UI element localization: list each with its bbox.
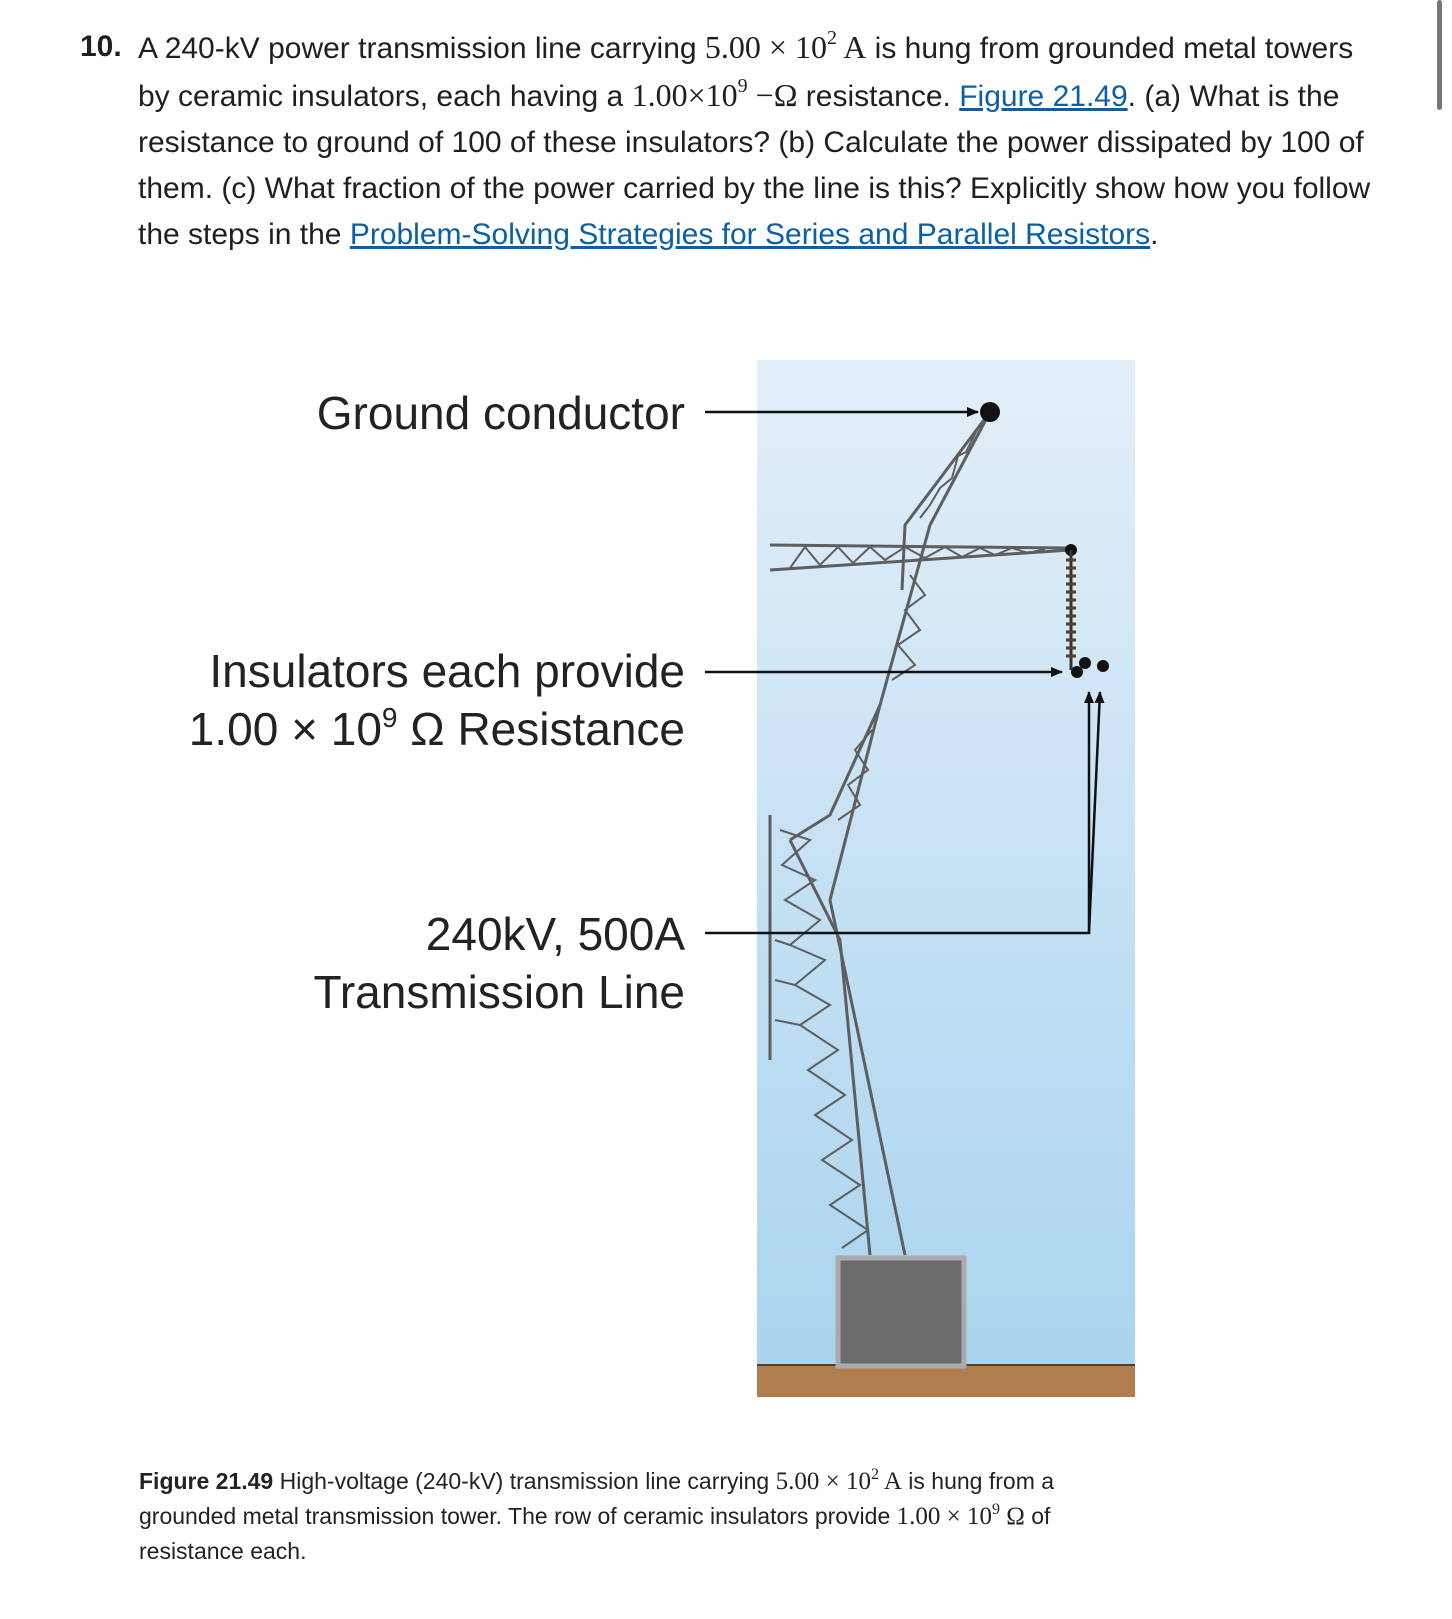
- label-transmission-line: 240kV, 500A Transmission Line: [313, 908, 685, 1018]
- ground-conductor-node: [980, 402, 1000, 422]
- label-ground-conductor: Ground conductor: [316, 387, 685, 439]
- scrollbar[interactable]: [1437, 0, 1442, 110]
- problem-number: 10.: [80, 30, 122, 63]
- label-insulators: Insulators each provide $1.00 \times 10^9$ Ω Resistance: [188, 645, 685, 755]
- ground: [757, 1365, 1135, 1397]
- sky-background: [757, 360, 1135, 1390]
- strategy-link[interactable]: Problem-Solving Strategies for Series and Parallel Resistors: [349, 218, 1151, 251]
- figure-caption: Figure 21.49 High-voltage (240-kV) transmission line carrying $5.00 \times 10^2$ A is hung from a grounded metal transmission tower. The row of ceramic insulators provide $1.00 \times 10^9$ Ω of resistance each.: [139, 1466, 1055, 1564]
- caption-current-math: $5.00 \times 10^2$ A: [775, 1466, 902, 1495]
- caption-resistance-math: $1.00 \times 10^9$ Ω: [896, 1501, 1025, 1530]
- resistance-math: $1.00\times 10^9 -\Omega$: [631, 75, 798, 113]
- caption-label: Figure 21.49: [139, 1468, 274, 1494]
- tower-base: [838, 1258, 964, 1366]
- figure-link[interactable]: Figure 21.49: [959, 80, 1128, 113]
- current-math: $5.00 \times 10^2$ A: [704, 27, 867, 65]
- problem-text: A 240-kV power transmission line carrying $5.00 \times 10^2$ A is hung from grounded metal towers by ceramic insulators, each having a $1.00\times 10^9 -\Omega$ resistance. Figure 21.49. (a) What is the resistance to ground of 100 of these insulators? (b) Calculate the power dissipated by 100 of them. (c) What fraction of the power carried by the line is this? Explicitly show how you follow the steps in the Problem-Solving Strategies for Series and Parallel Resistors.: [138, 27, 1371, 251]
- problem-block: [80, 24, 1380, 258]
- figure-transmission-tower: [0, 360, 1452, 1450]
